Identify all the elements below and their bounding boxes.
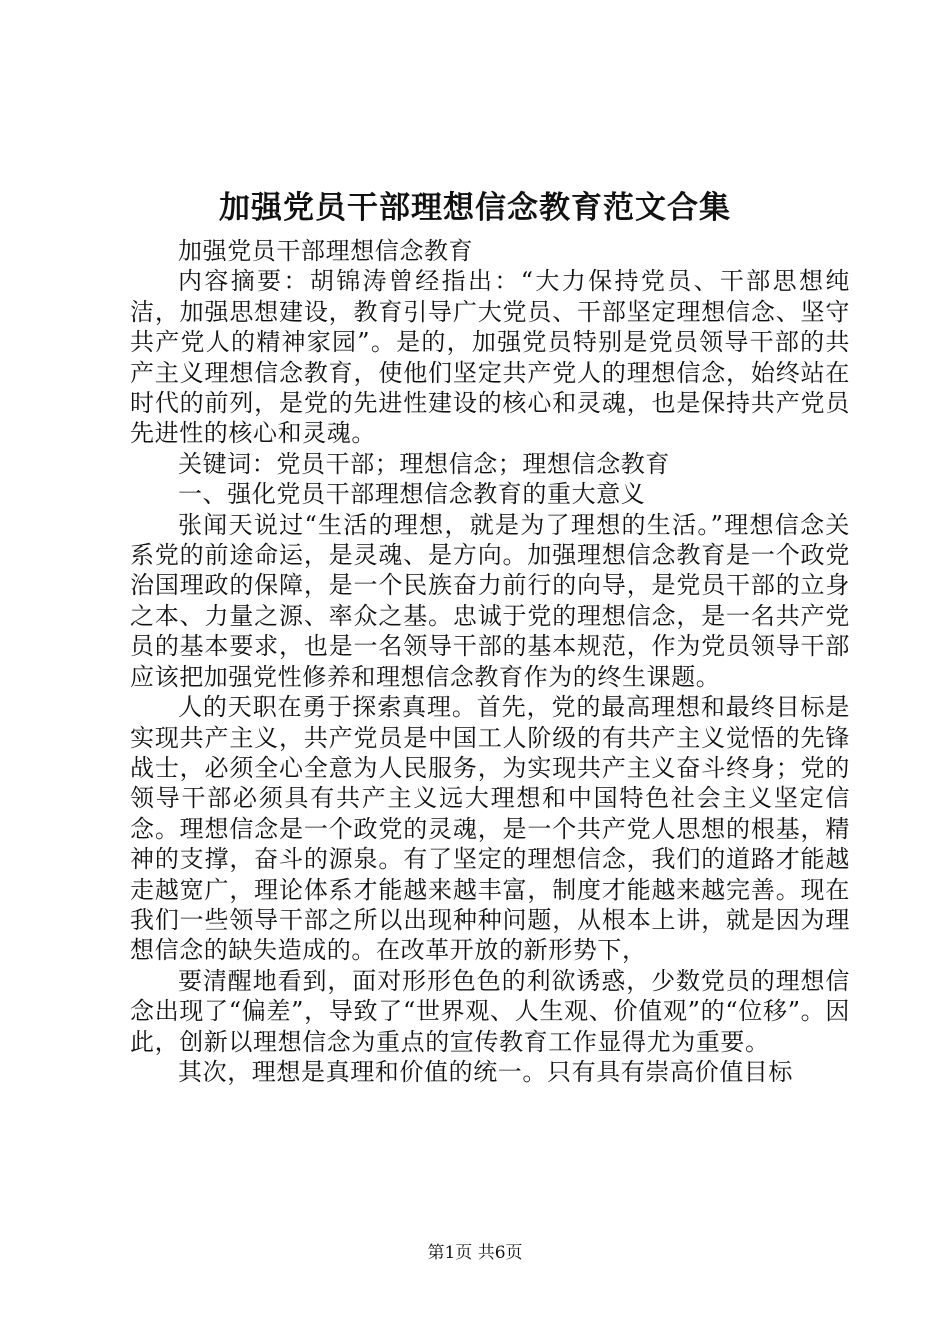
paragraph: 要清醒地看到，面对形形色色的利欲诱惑，少数党员的理想信念出现了“偏差”，导致了“世界观、人生观、价值观”的“位移”。因此，创新以理想信念为重点的宣传教育工作显得尤为重要。 — [130, 966, 850, 1056]
paragraph-keywords: 关键词：党员干部；理想信念；理想信念教育 — [178, 449, 670, 478]
paragraph: 其次，理想是真理和价值的统一。只有具有崇高价值目标 — [178, 1057, 793, 1086]
paragraph-subtitle: 加强党员干部理想信念教育 — [178, 237, 474, 265]
paragraph: 人的天职在勇于探索真理。首先，党的最高理想和最终目标是实现共产主义，共产党员是中国工人阶级的有共产主义觉悟的先锋战士，必须全心全意为人民服务，为实现共产主义奋斗终身；党的领导干部必须具有共产主义远大理想和中国特色社会主义坚定信念。理想信念是一个政党的灵魂，是一个共产党人思想的根基，精神的支撑，奋斗的源泉。有了坚定的理想信念，我们的道路才能越走越宽广，理论体系才能越来越丰富，制度才能越来越完善。现在我们一些领导干部之所以出现种种问题，从根本上讲，就是因为理想信念的缺失造成的。在改革开放的新形势下， — [130, 693, 850, 965]
document-body — [130, 236, 850, 1087]
paragraph-abstract: 内容摘要：胡锦涛曾经指出：“大力保持党员、干部思想纯洁，加强思想建设，教育引导广大党员、干部坚定理想信念、坚守共产党人的精神家园”。是的，加强党员特别是党员领导干部的共产主义理想信念教育，使他们坚定共产党人的理想信念，始终站在时代的前列，是党的先进性建设的核心和灵魂，也是保持共产党员先进性的核心和灵魂。 — [130, 267, 850, 448]
paragraph: 张闻天说过“生活的理想，就是为了理想的生活。”理想信念关系党的前途命运，是灵魂、是方向。加强理想信念教育是一个政党治国理政的保障，是一个民族奋力前行的向导，是党员干部的立身之本、力量之源、率众之基。忠诚于党的理想信念，是一名共产党员的基本要求，也是一名领导干部的基本规范，作为党员领导干部应该把加强党性修养和理想信念教育作为的终生课题。 — [130, 510, 850, 691]
section-heading: 一、强化党员干部理想信念教育的重大意义 — [178, 480, 646, 509]
document-title: 加强党员干部理想信念教育范文合集 — [219, 190, 731, 226]
page-footer: 第1页 共6页 — [427, 1243, 523, 1263]
